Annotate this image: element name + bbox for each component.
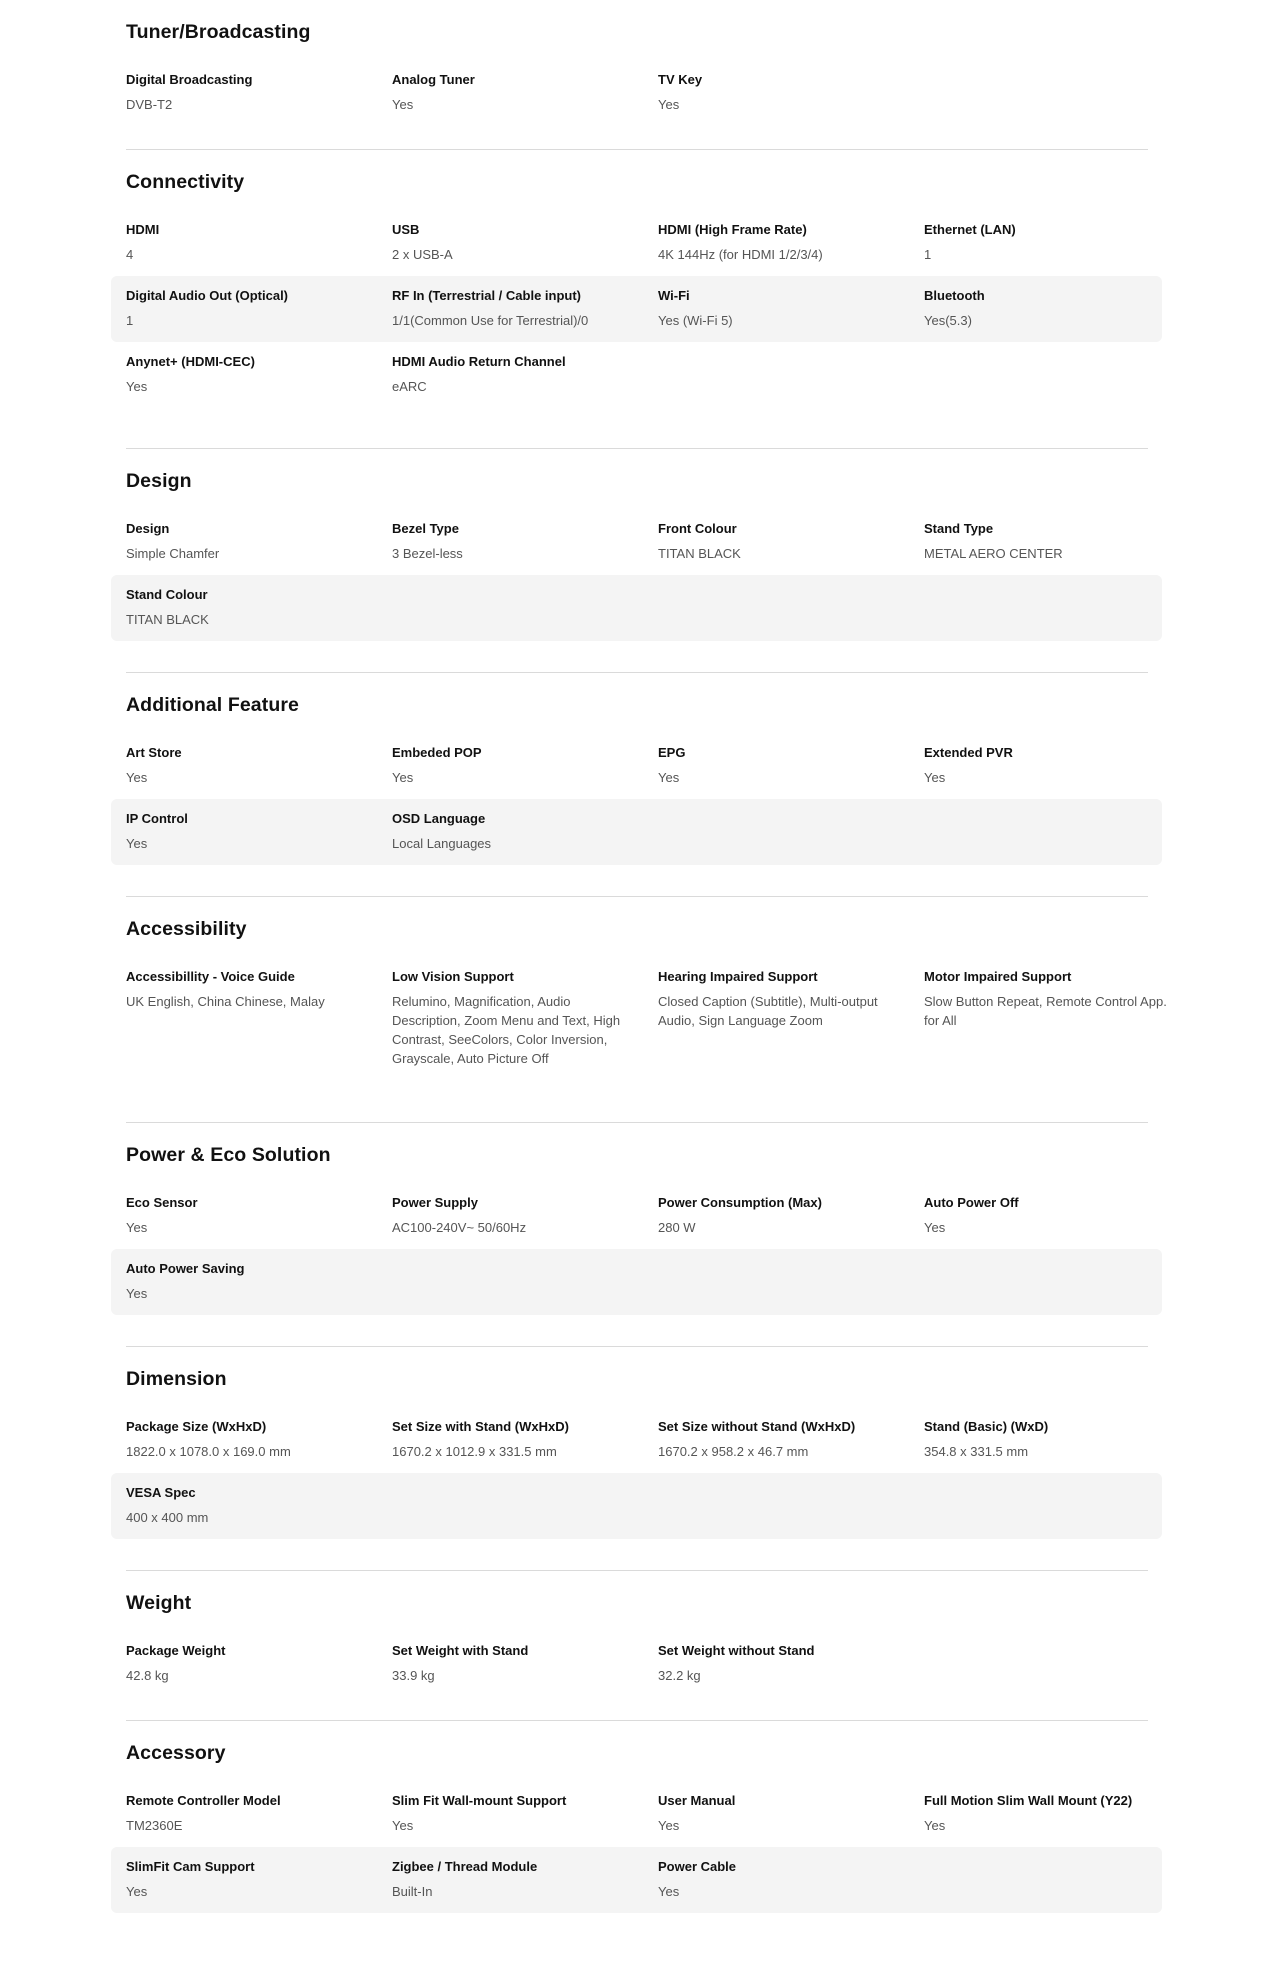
- spec-item-power-supply: [392, 1195, 658, 1237]
- spec-value: Yes: [658, 770, 680, 785]
- spec-label: Digital Audio Out (Optical): [126, 288, 289, 303]
- spec-label: User Manual: [658, 1793, 736, 1808]
- spec-value: 42.8 kg: [126, 1668, 169, 1683]
- spec-value: 33.9 kg: [392, 1668, 435, 1683]
- spec-section-accessory: [111, 1741, 1162, 1913]
- spec-item-ethernet-lan: [924, 222, 1190, 264]
- spec-rows: [111, 733, 1162, 865]
- spec-section-dimension: [111, 1367, 1162, 1539]
- section-title: Additional Feature: [126, 694, 299, 716]
- spec-value: 354.8 x 331.5 mm: [924, 1444, 1029, 1459]
- spec-row: [111, 1781, 1162, 1847]
- spec-label: RF In (Terrestrial / Cable input): [392, 288, 582, 303]
- spec-item-vesa-spec: [126, 1485, 392, 1527]
- spec-row: [111, 210, 1162, 276]
- spec-value: 280 W: [658, 1220, 696, 1235]
- spec-label: IP Control: [126, 811, 188, 826]
- spec-value: 1/1(Common Use for Terrestrial)/0: [392, 313, 589, 328]
- spec-value: Yes: [658, 1818, 680, 1833]
- section-title: Connectivity: [126, 171, 245, 193]
- spec-rows: [111, 60, 1162, 126]
- spec-label: VESA Spec: [126, 1485, 196, 1500]
- spec-label: Accessibillity - Voice Guide: [126, 969, 295, 984]
- spec-item-rf-in-terrestrial-cable-input: [392, 288, 658, 330]
- spec-value: AC100-240V~ 50/60Hz: [392, 1220, 527, 1235]
- spec-value: Yes: [392, 1818, 414, 1833]
- spec-row: [111, 957, 1167, 1080]
- spec-item-slimfit-cam-support: [126, 1859, 392, 1901]
- spec-item-full-motion-slim-wall-mount-y22: [924, 1793, 1190, 1835]
- spec-label: Zigbee / Thread Module: [392, 1859, 538, 1874]
- section-divider: [126, 672, 1148, 673]
- spec-item-tv-key: [658, 72, 924, 114]
- spec-item-art-store: [126, 745, 392, 787]
- spec-item-extended-pvr: [924, 745, 1190, 787]
- spec-item-hdmi: [126, 222, 392, 264]
- spec-value: Yes: [924, 1818, 946, 1833]
- spec-item-user-manual: [658, 1793, 924, 1835]
- spec-label: Set Weight with Stand: [392, 1643, 529, 1658]
- spec-row: [111, 1249, 1162, 1315]
- spec-item-wi-fi: [658, 288, 924, 330]
- spec-value: 4K 144Hz (for HDMI 1/2/3/4): [658, 247, 823, 262]
- spec-item-remote-controller-model: [126, 1793, 392, 1835]
- spec-row: [111, 799, 1162, 865]
- spec-item-osd-language: [392, 811, 658, 853]
- spec-item-package-size-wxhxd: [126, 1419, 392, 1461]
- spec-label: Embeded POP: [392, 745, 482, 760]
- spec-label: Power Consumption (Max): [658, 1195, 822, 1210]
- spec-value: 1: [924, 247, 932, 262]
- spec-label: Design: [126, 521, 170, 536]
- spec-label: Anynet+ (HDMI-CEC): [126, 354, 255, 369]
- section-divider: [126, 448, 1148, 449]
- section-divider: [126, 1720, 1148, 1721]
- spec-row: [111, 276, 1162, 342]
- spec-item-zigbee-thread-module: [392, 1859, 658, 1901]
- spec-label: Power Cable: [658, 1859, 737, 1874]
- spec-label: Analog Tuner: [392, 72, 475, 87]
- section-title: Design: [126, 470, 192, 492]
- spec-value: Yes: [658, 1884, 680, 1899]
- section-title: Tuner/Broadcasting: [126, 21, 311, 43]
- spec-rows: [111, 210, 1162, 408]
- spec-rows: [111, 1407, 1162, 1539]
- spec-value: Local Languages: [392, 836, 492, 851]
- spec-item-accessibillity-voice-guide: [126, 969, 392, 1068]
- spec-item-set-size-with-stand-wxhxd: [392, 1419, 658, 1461]
- spec-label: HDMI: [126, 222, 160, 237]
- spec-item-design: [126, 521, 392, 563]
- spec-label: Hearing Impaired Support: [658, 969, 818, 984]
- spec-item-power-cable: [658, 1859, 924, 1901]
- spec-item-slim-fit-wall-mount-support: [392, 1793, 658, 1835]
- spec-label: Bluetooth: [924, 288, 985, 303]
- section-title: Dimension: [126, 1368, 227, 1390]
- spec-rows: [111, 1781, 1162, 1913]
- spec-item-stand-type: [924, 521, 1190, 563]
- spec-value: 4: [126, 247, 134, 262]
- spec-value: Yes: [126, 379, 148, 394]
- spec-row: [111, 733, 1162, 799]
- spec-value: 3 Bezel-less: [392, 546, 463, 561]
- spec-value: Yes: [126, 1884, 148, 1899]
- section-divider: [126, 149, 1148, 150]
- section-divider: [126, 1346, 1148, 1347]
- spec-item-digital-broadcasting: [126, 72, 392, 114]
- section-title: Accessibility: [126, 918, 247, 940]
- spec-value: DVB-T2: [126, 97, 173, 112]
- spec-item-anynet-hdmi-cec: [126, 354, 392, 396]
- spec-label: Wi-Fi: [658, 288, 690, 303]
- spec-value: Simple Chamfer: [126, 546, 220, 561]
- spec-row: [111, 575, 1162, 641]
- spec-value: Yes: [126, 770, 148, 785]
- spec-value: Built-In: [392, 1884, 433, 1899]
- spec-value: METAL AERO CENTER: [924, 546, 1063, 561]
- spec-value: 32.2 kg: [658, 1668, 701, 1683]
- spec-value: 1: [126, 313, 134, 328]
- spec-label: Package Size (WxHxD): [126, 1419, 267, 1434]
- spec-item-low-vision-support: [392, 969, 658, 1068]
- spec-item-hearing-impaired-support: [658, 969, 924, 1068]
- spec-label: Stand (Basic) (WxD): [924, 1419, 1049, 1434]
- spec-label: HDMI (High Frame Rate): [658, 222, 807, 237]
- spec-label: OSD Language: [392, 811, 486, 826]
- spec-label: TV Key: [658, 72, 703, 87]
- spec-section-accessibility: [111, 917, 1167, 1080]
- spec-row: [111, 1847, 1162, 1913]
- spec-item-stand-colour: [126, 587, 392, 629]
- spec-label: EPG: [658, 745, 686, 760]
- spec-label: Set Weight without Stand: [658, 1643, 815, 1658]
- spec-label: Power Supply: [392, 1195, 478, 1210]
- spec-value: Yes: [392, 770, 414, 785]
- spec-item-front-colour: [658, 521, 924, 563]
- section-title: Weight: [126, 1592, 192, 1614]
- spec-value: Yes: [126, 1286, 148, 1301]
- spec-section-additional-feature: [111, 693, 1162, 865]
- spec-value: Yes: [924, 770, 946, 785]
- spec-label: Auto Power Saving: [126, 1261, 245, 1276]
- spec-item-set-weight-without-stand: [658, 1643, 924, 1685]
- spec-label: Extended PVR: [924, 745, 1013, 760]
- spec-label: Bezel Type: [392, 521, 459, 536]
- spec-value: Slow Button Repeat, Remote Control App. for All: [924, 994, 1167, 1028]
- spec-item-set-weight-with-stand: [392, 1643, 658, 1685]
- spec-label: Remote Controller Model: [126, 1793, 281, 1808]
- spec-label: Low Vision Support: [392, 969, 514, 984]
- spec-section-connectivity: [111, 170, 1162, 408]
- section-divider: [126, 896, 1148, 897]
- spec-label: Slim Fit Wall-mount Support: [392, 1793, 567, 1808]
- spec-item-auto-power-off: [924, 1195, 1190, 1237]
- spec-item-ip-control: [126, 811, 392, 853]
- spec-label: Eco Sensor: [126, 1195, 198, 1210]
- spec-label: Stand Colour: [126, 587, 208, 602]
- spec-label: HDMI Audio Return Channel: [392, 354, 566, 369]
- spec-value: 1670.2 x 958.2 x 46.7 mm: [658, 1444, 809, 1459]
- section-divider: [126, 1122, 1148, 1123]
- section-divider: [126, 1570, 1148, 1571]
- spec-item-bluetooth: [924, 288, 1190, 330]
- spec-label: Motor Impaired Support: [924, 969, 1072, 984]
- spec-label: Auto Power Off: [924, 1195, 1019, 1210]
- spec-rows: [111, 957, 1167, 1080]
- spec-value: Yes (Wi-Fi 5): [658, 313, 733, 328]
- spec-section-power-eco-solution: [111, 1143, 1162, 1315]
- spec-value: Yes: [658, 97, 680, 112]
- spec-section-design: [111, 469, 1162, 641]
- spec-label: Art Store: [126, 745, 182, 760]
- spec-item-hdmi-audio-return-channel: [392, 354, 658, 396]
- spec-label: USB: [392, 222, 420, 237]
- spec-row: [111, 1407, 1162, 1473]
- spec-item-set-size-without-stand-wxhxd: [658, 1419, 924, 1461]
- spec-item-usb: [392, 222, 658, 264]
- spec-item-motor-impaired-support: [924, 969, 1190, 1068]
- spec-rows: [111, 1183, 1162, 1315]
- spec-item-stand-basic-wxd: [924, 1419, 1190, 1461]
- spec-row: [111, 1183, 1162, 1249]
- spec-label: Full Motion Slim Wall Mount (Y22): [924, 1793, 1133, 1808]
- spec-value: Closed Caption (Subtitle), Multi-output Audio, Sign Language Zoom: [658, 994, 878, 1028]
- spec-rows: [111, 509, 1162, 641]
- spec-row: [111, 509, 1162, 575]
- spec-value: 2 x USB-A: [392, 247, 453, 262]
- spec-value: Yes: [126, 836, 148, 851]
- spec-value: Yes: [126, 1220, 148, 1235]
- section-title: Power & Eco Solution: [126, 1144, 331, 1166]
- spec-value: TITAN BLACK: [126, 612, 209, 627]
- spec-value: Yes(5.3): [924, 313, 972, 328]
- spec-label: Front Colour: [658, 521, 737, 536]
- spec-item-power-consumption-max: [658, 1195, 924, 1237]
- spec-item-bezel-type: [392, 521, 658, 563]
- spec-item-hdmi-high-frame-rate: [658, 222, 924, 264]
- spec-item-auto-power-saving: [126, 1261, 392, 1303]
- spec-row: [111, 1473, 1162, 1539]
- spec-item-embeded-pop: [392, 745, 658, 787]
- spec-row: [111, 342, 1162, 408]
- spec-label: Stand Type: [924, 521, 994, 536]
- spec-item-epg: [658, 745, 924, 787]
- spec-section-tuner-broadcasting: [111, 20, 1162, 126]
- spec-label: Ethernet (LAN): [924, 222, 1016, 237]
- spec-label: Digital Broadcasting: [126, 72, 253, 87]
- section-title: Accessory: [126, 1742, 226, 1764]
- spec-value: Yes: [392, 97, 414, 112]
- spec-rows: [111, 1631, 1162, 1697]
- spec-section-weight: [111, 1591, 1162, 1697]
- spec-value: 1670.2 x 1012.9 x 331.5 mm: [392, 1444, 557, 1459]
- spec-label: Package Weight: [126, 1643, 226, 1658]
- spec-label: Set Size with Stand (WxHxD): [392, 1419, 569, 1434]
- spec-value: TITAN BLACK: [658, 546, 741, 561]
- spec-label: SlimFit Cam Support: [126, 1859, 255, 1874]
- spec-value: 1822.0 x 1078.0 x 169.0 mm: [126, 1444, 291, 1459]
- spec-item-eco-sensor: [126, 1195, 392, 1237]
- spec-value: TM2360E: [126, 1818, 183, 1833]
- spec-item-analog-tuner: [392, 72, 658, 114]
- spec-label: Set Size without Stand (WxHxD): [658, 1419, 856, 1434]
- spec-value: 400 x 400 mm: [126, 1510, 209, 1525]
- spec-value: eARC: [392, 379, 427, 394]
- spec-row: [111, 1631, 1162, 1697]
- spec-value: Relumino, Magnification, Audio Description, Zoom Menu and Text, High Contrast, SeeColors, Color Inversion, Grayscale, Auto Picture Off: [392, 994, 621, 1066]
- spec-item-digital-audio-out-optical: [126, 288, 392, 330]
- spec-item-package-weight: [126, 1643, 392, 1685]
- spec-row: [111, 60, 1162, 126]
- spec-value: UK English, China Chinese, Malay: [126, 994, 325, 1009]
- spec-value: Yes: [924, 1220, 946, 1235]
